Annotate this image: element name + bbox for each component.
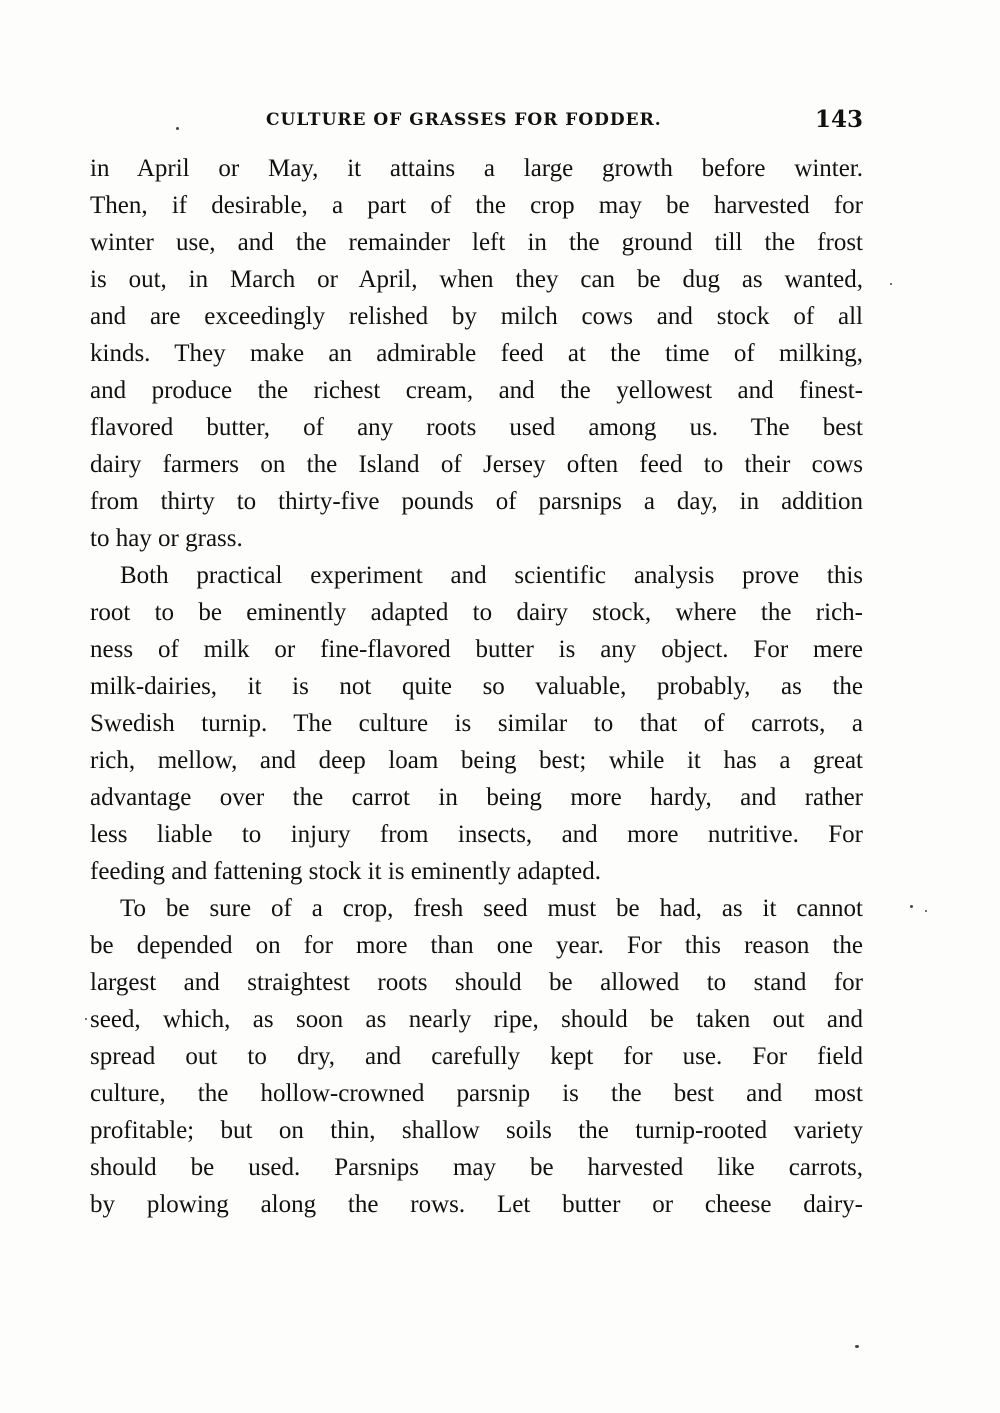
- text-line: spread out to dry, and carefully kept for use. For field: [90, 1043, 863, 1070]
- running-title: CULTURE OF GRASSES FOR FODDER.: [266, 110, 662, 130]
- text-line: Both practical experiment and scientific analysis prove this: [120, 562, 863, 589]
- scan-speck: [890, 283, 892, 285]
- text-line: from thirty to thirty-five pounds of parsnips a day, in addition: [90, 488, 863, 515]
- text-line: be depended on for more than one year. For this reason the: [90, 932, 863, 959]
- scan-speck: [925, 910, 927, 912]
- text-line: less liable to injury from insects, and more nutritive. For: [90, 821, 863, 848]
- text-line: To be sure of a crop, fresh seed must be had, as it cannot: [120, 895, 863, 922]
- text-line: profitable; but on thin, shallow soils the turnip-rooted variety: [90, 1117, 863, 1144]
- text-line: to hay or grass.: [90, 525, 243, 552]
- scan-speck: [85, 1018, 87, 1020]
- text-line: flavored butter, of any roots used among us. The best: [90, 414, 863, 441]
- scan-speck: [176, 127, 179, 130]
- text-line: is out, in March or April, when they can be dug as wanted,: [90, 266, 863, 293]
- text-line: winter use, and the remainder left in the ground till the frost: [90, 229, 863, 256]
- text-line: in April or May, it attains a large growth before winter.: [90, 155, 863, 182]
- text-line: and produce the richest cream, and the yellowest and finest-: [90, 377, 863, 404]
- text-line: feeding and fattening stock it is eminently adapted.: [90, 858, 601, 885]
- text-line: by plowing along the rows. Let butter or cheese dairy-: [90, 1191, 863, 1218]
- text-line: milk-dairies, it is not quite so valuable, probably, as the: [90, 673, 863, 700]
- scan-speck: [910, 905, 913, 908]
- text-line: and are exceedingly relished by milch cows and stock of all: [90, 303, 863, 330]
- paragraph-2: [90, 557, 863, 890]
- text-line: ness of milk or fine-flavored butter is any object. For mere: [90, 636, 863, 663]
- scan-speck: [855, 1345, 859, 1348]
- body-text: [90, 150, 863, 1223]
- text-line: seed, which, as soon as nearly ripe, should be taken out and: [90, 1006, 863, 1033]
- text-line: kinds. They make an admirable feed at the time of milking,: [90, 340, 863, 367]
- paragraph-1: [90, 150, 863, 557]
- text-line: advantage over the carrot in being more hardy, and rather: [90, 784, 863, 811]
- page-number: 143: [814, 106, 863, 133]
- text-line: Then, if desirable, a part of the crop may be harvested for: [90, 192, 863, 219]
- running-head: [90, 106, 863, 138]
- text-line: root to be eminently adapted to dairy stock, where the rich-: [90, 599, 863, 626]
- text-line: Swedish turnip. The culture is similar to that of carrots, a: [90, 710, 863, 737]
- paragraph-3: [90, 890, 863, 1223]
- text-line: culture, the hollow-crowned parsnip is the best and most: [90, 1080, 863, 1107]
- text-line: largest and straightest roots should be allowed to stand for: [90, 969, 863, 996]
- text-line: rich, mellow, and deep loam being best; while it has a great: [90, 747, 863, 774]
- text-line: dairy farmers on the Island of Jersey often feed to their cows: [90, 451, 863, 478]
- text-line: should be used. Parsnips may be harvested like carrots,: [90, 1154, 863, 1181]
